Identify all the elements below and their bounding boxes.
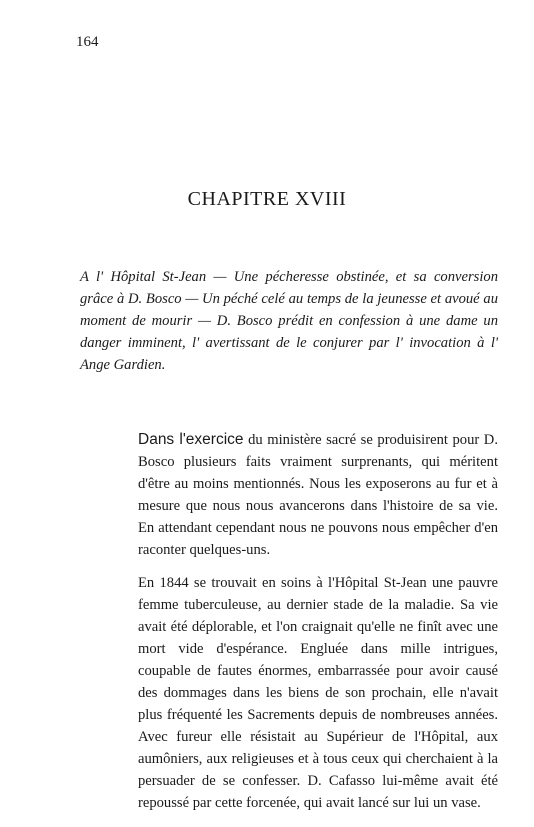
paragraph-2-text: En 1844 se trouvait en soins à l'Hôpital St-Jean une pauvre femme tuberculeuse, au dernier stade de la maladie. Sa vie avait été déplorable, et l'on craignait qu'elle ne finît avec une mort vide d'espérance. Engluée dans mille intrigues, coupable de fautes énormes, embarrassée pour avoir causé des dommages dans les biens de son prochain, elle n'avait plus fréquenté les Sacrements depuis de nombreuses années. Avec fureur elle résistait au Supérieur de l'Hôpital, aux aumôniers, aux religieuses et à tous ceux qui cherchaient à la persuader de se confesser. D. Cafasso lui-même avait été repoussé par cette forcenée, qui avait lancé sur lui un vase. [138, 575, 498, 811]
chapter-summary: A l' Hôpital St-Jean — Une pécheresse obstinée, et sa conversion grâce à D. Bosco — Un péché celé au temps de la jeunesse et avoué au moment de mourir — D. Bosco prédit en confession à une dame un danger imminent, l' avertissant de le conjurer par l' invocation à l' Ange Gardien. [80, 269, 498, 373]
page-number: 164 [76, 34, 99, 50]
paragraph-1 [80, 429, 498, 561]
paragraph-1-lead: Dans l'exercice [138, 431, 244, 448]
paragraph-1-rest: du ministère sacré se produisirent pour D. Bosco plusieurs faits vraiment surprenants, qui méritent d'être au moins mentionnés. Nous les exposerons au fur et à mesure que nous nous avancerons dans l'histoire de sa vie. En attendant cependant nous ne pouvons nous empêcher d'en raconter quelques-uns. [138, 432, 498, 558]
paragraph-2 [80, 572, 498, 814]
chapter-title: CHAPITRE XVIII [187, 188, 347, 210]
paragraph-1-text [80, 429, 498, 561]
